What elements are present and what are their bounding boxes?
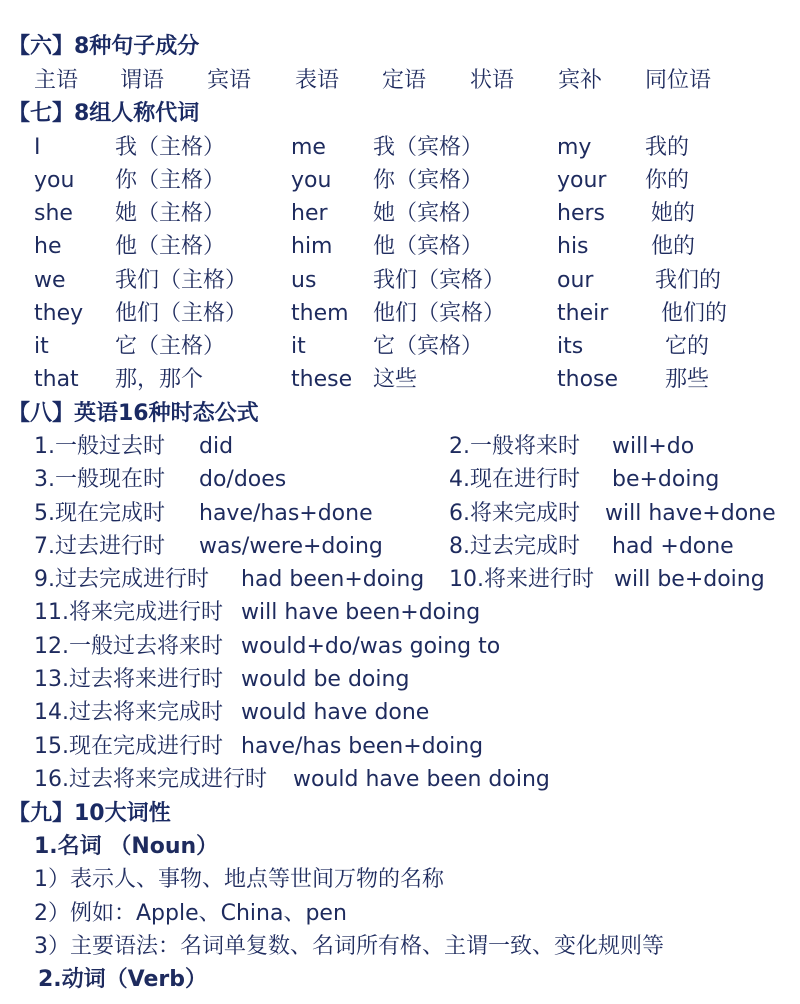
tense-name: 3.一般现在时: [34, 467, 165, 492]
tense-name: 5.现在完成时: [34, 501, 165, 526]
tense-name: 1.一般过去时: [34, 434, 165, 459]
pronoun-possessive-cn: 那些: [665, 367, 710, 392]
pronoun-possessive: his: [557, 234, 589, 259]
noun-subheading: 1.名词 （Noun）: [34, 834, 219, 859]
verb-subheading: 2.动词（Verb）: [38, 967, 208, 992]
pronoun-object: them: [291, 301, 349, 326]
tense-formula: had been+doing: [241, 567, 425, 592]
pronoun-possessive-cn: 我的: [645, 135, 690, 160]
pronoun-possessive: those: [557, 367, 619, 392]
pronoun-subject-cn: 那，那个: [115, 367, 204, 392]
pronoun-object-cn: 她（宾格）: [373, 201, 484, 226]
tense-name: 9.过去完成进行时: [34, 567, 209, 592]
section-8-title: 【八】英语16种时态公式: [8, 401, 259, 426]
pronoun-object-cn: 这些: [373, 367, 418, 392]
pronoun-possessive-cn: 他的: [651, 234, 696, 259]
tense-formula: have/has+done: [199, 501, 373, 526]
tense-formula: did: [199, 434, 234, 459]
pronoun-subject-cn: 她（主格）: [115, 201, 226, 226]
sentence-component: 表语: [295, 68, 340, 93]
pronoun-object: me: [291, 135, 326, 160]
pronoun-subject: it: [34, 334, 49, 359]
pronoun-possessive-cn: 你的: [645, 168, 690, 193]
pronoun-object: these: [291, 367, 353, 392]
pronoun-object: it: [291, 334, 306, 359]
pronoun-object-cn: 它（宾格）: [373, 334, 484, 359]
tense-name: 7.过去进行时: [34, 534, 165, 559]
pronoun-possessive: our: [557, 268, 594, 293]
tense-name: 6.将来完成时: [449, 501, 580, 526]
pronoun-object-cn: 他们（宾格）: [373, 301, 506, 326]
pronoun-object: him: [291, 234, 333, 259]
pronoun-subject-cn: 我们（主格）: [115, 268, 248, 293]
pronoun-object-cn: 我（宾格）: [373, 135, 484, 160]
tense-formula: would be doing: [241, 667, 410, 692]
pronoun-subject-cn: 它（主格）: [115, 334, 226, 359]
tense-name: 14.过去将来完成时: [34, 700, 223, 725]
pronoun-subject-cn: 他（主格）: [115, 234, 226, 259]
pronoun-possessive-cn: 我们的: [655, 268, 722, 293]
tense-formula: would have done: [241, 700, 430, 725]
sentence-component: 同位语: [645, 68, 712, 93]
tense-name: 11.将来完成进行时: [34, 600, 223, 625]
pronoun-subject: that: [34, 367, 79, 392]
tense-formula: will be+doing: [614, 567, 765, 592]
noun-line: 2）例如：Apple、China、pen: [34, 901, 347, 926]
pronoun-subject: they: [34, 301, 84, 326]
pronoun-possessive: hers: [557, 201, 605, 226]
pronoun-subject-cn: 他们（主格）: [115, 301, 248, 326]
tense-formula: be+doing: [612, 467, 720, 492]
sentence-component: 宾补: [558, 68, 603, 93]
pronoun-possessive: your: [557, 168, 607, 193]
pronoun-object: you: [291, 168, 332, 193]
pronoun-subject: we: [34, 268, 66, 293]
tense-formula: would have been doing: [293, 767, 550, 792]
tense-name: 15.现在完成进行时: [34, 734, 223, 759]
tense-formula: would+do/was going to: [241, 634, 501, 659]
tense-name: 2.一般将来时: [449, 434, 580, 459]
pronoun-subject: she: [34, 201, 73, 226]
pronoun-possessive-cn: 它的: [665, 334, 710, 359]
pronoun-subject: I: [34, 135, 41, 160]
pronoun-possessive-cn: 他们的: [661, 301, 728, 326]
tense-formula: will have been+doing: [241, 600, 481, 625]
sentence-component: 宾语: [207, 68, 252, 93]
pronoun-possessive: their: [557, 301, 609, 326]
tense-formula: had +done: [612, 534, 734, 559]
tense-name: 10.将来进行时: [449, 567, 594, 592]
pronoun-object: her: [291, 201, 328, 226]
pronoun-possessive: my: [557, 135, 592, 160]
sentence-component: 谓语: [120, 68, 165, 93]
tense-formula: have/has been+doing: [241, 734, 484, 759]
pronoun-object-cn: 你（宾格）: [373, 168, 484, 193]
section-6-title: 【六】8种句子成分: [8, 34, 200, 59]
tense-formula: will have+done: [605, 501, 776, 526]
pronoun-subject: he: [34, 234, 62, 259]
noun-line: 1）表示人、事物、地点等世间万物的名称: [34, 867, 444, 892]
pronoun-subject-cn: 你（主格）: [115, 168, 226, 193]
sentence-component: 主语: [34, 68, 79, 93]
pronoun-object-cn: 我们（宾格）: [373, 268, 506, 293]
pronoun-subject-cn: 我（主格）: [115, 135, 226, 160]
section-7-title: 【七】8组人称代词: [8, 101, 200, 126]
pronoun-object: us: [291, 268, 317, 293]
pronoun-subject: you: [34, 168, 75, 193]
tense-name: 12.一般过去将来时: [34, 634, 223, 659]
tense-name: 8.过去完成时: [449, 534, 580, 559]
pronoun-possessive-cn: 她的: [651, 201, 696, 226]
tense-name: 13.过去将来进行时: [34, 667, 223, 692]
sentence-component: 状语: [470, 68, 515, 93]
pronoun-object-cn: 他（宾格）: [373, 234, 484, 259]
pronoun-possessive: its: [557, 334, 584, 359]
noun-line: 3）主要语法：名词单复数、名词所有格、主谓一致、变化规则等: [34, 934, 664, 959]
tense-formula: will+do: [612, 434, 695, 459]
tense-formula: was/were+doing: [199, 534, 383, 559]
sentence-component: 定语: [382, 68, 427, 93]
tense-name: 4.现在进行时: [449, 467, 580, 492]
tense-formula: do/does: [199, 467, 287, 492]
tense-name: 16.过去将来完成进行时: [34, 767, 267, 792]
section-9-title: 【九】10大词性: [8, 801, 171, 826]
